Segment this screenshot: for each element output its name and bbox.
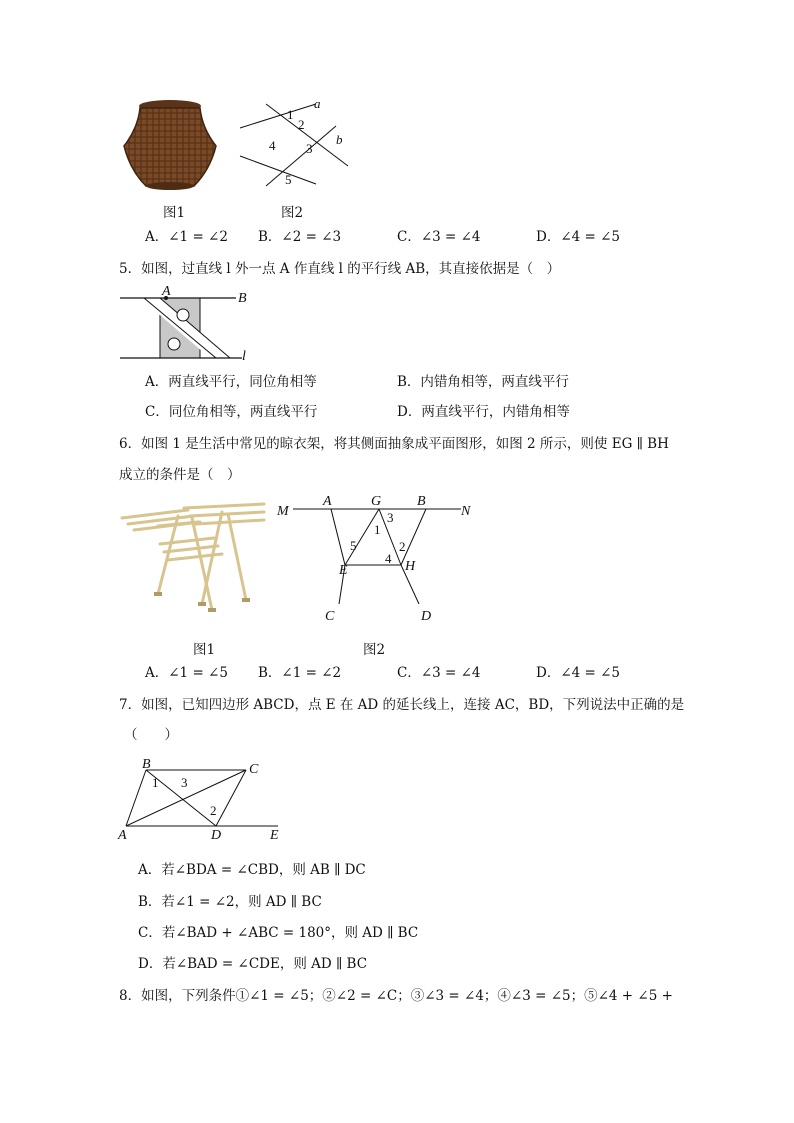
q6-fig2-caption: 图2 [363,642,386,658]
q4-angle-3: 3 [306,141,313,156]
q6-point-m: M [277,504,289,519]
q6-point-e: E [339,563,348,578]
q6-point-g: G [371,494,382,509]
q5-line-l: l [242,349,246,364]
q4-line-a: a [314,96,321,111]
q6-option-a[interactable]: A．∠1 = ∠5 [145,665,228,681]
q5-option-a[interactable]: A．两直线平行，同位角相等 [145,374,317,390]
q4-angle-4: 4 [269,138,276,153]
q7-stem: 7．如图，已知四边形 ABCD，点 E 在 AD 的延长线上，连接 AC，BD，下列说法中正确的是 [119,697,685,713]
q7-option-a[interactable]: A．若∠BDA = ∠CBD，则 AB ∥ DC [138,862,366,878]
q7-angle-3: 3 [181,775,188,790]
q4-option-a[interactable]: A．∠1 = ∠2 [145,229,228,245]
q5-stem: 5．如图，过直线 l 外一点 A 作直线 l 的平行线 AB，其直接依据是（ ） [119,261,561,277]
q6-angle-3: 3 [387,510,394,525]
q4-angle-5: 5 [285,172,292,187]
q5-point-b: B [238,291,247,306]
q7-point-d: D [211,828,222,843]
q6-point-d: D [421,609,432,624]
q4-fig2-caption: 图2 [281,205,304,221]
q5-option-d[interactable]: D．两直线平行，内错角相等 [397,404,570,420]
q4-angle-2: 2 [298,117,305,132]
q5-ruler-diagram [120,284,260,364]
q7-stem-paren: （ ） [124,727,178,743]
q7-option-d[interactable]: D．若∠BAD = ∠CDE，则 AD ∥ BC [138,956,368,972]
q8-stem: 8．如图，下列条件①∠1 = ∠5；②∠2 = ∠C；③∠3 = ∠4；④∠3 = ∠5；⑤∠4 + ∠5 + [119,988,673,1004]
q6-fig2-diagram [275,492,485,622]
q6-option-c[interactable]: C．∠3 = ∠4 [397,665,481,681]
q7-option-c[interactable]: C．若∠BAD + ∠ABC = 180°，则 AD ∥ BC [138,925,419,941]
q6-stem-line1: 6．如图 1 是生活中常见的晾衣架，将其侧面抽象成平面图形，如图 2 所示，则使 EG ∥ BH [119,436,669,452]
basket-photo [120,98,220,193]
q6-angle-4: 4 [385,551,392,566]
q4-line-b: b [336,132,343,147]
q7-point-c: C [249,762,259,777]
clothes-rack-photo [118,496,268,616]
q6-fig1-caption: 图1 [193,642,216,658]
q5-point-a: A [162,284,171,299]
q7-angle-1: 1 [152,775,159,790]
q4-fig1-caption: 图1 [163,205,186,221]
q6-angle-2: 2 [399,539,406,554]
q7-quadrilateral-diagram [118,757,293,843]
q4-option-d[interactable]: D．∠4 = ∠5 [536,229,621,245]
q6-option-b[interactable]: B．∠1 = ∠2 [258,665,342,681]
q6-point-c: C [325,609,335,624]
q6-angle-5: 5 [350,538,357,553]
q6-point-h: H [405,559,416,574]
q6-stem-line2: 成立的条件是（ ） [119,467,241,483]
q5-option-c[interactable]: C．同位角相等，两直线平行 [145,404,318,420]
q6-angle-1: 1 [374,522,381,537]
q6-point-a: A [323,494,332,509]
q4-option-b[interactable]: B．∠2 = ∠3 [258,229,342,245]
q4-option-c[interactable]: C．∠3 = ∠4 [397,229,481,245]
q6-point-b: B [417,494,426,509]
q6-point-n: N [461,504,471,519]
q7-option-b[interactable]: B．若∠1 = ∠2，则 AD ∥ BC [138,894,322,910]
q7-angle-2: 2 [210,803,217,818]
q6-option-d[interactable]: D．∠4 = ∠5 [536,665,621,681]
q4-fig2-diagram [236,96,356,196]
q7-point-b: B [142,757,151,772]
q7-point-e: E [270,828,279,843]
q7-point-a: A [118,828,127,843]
q5-option-b[interactable]: B．内错角相等，两直线平行 [397,374,569,390]
q4-angle-1: 1 [287,107,294,122]
